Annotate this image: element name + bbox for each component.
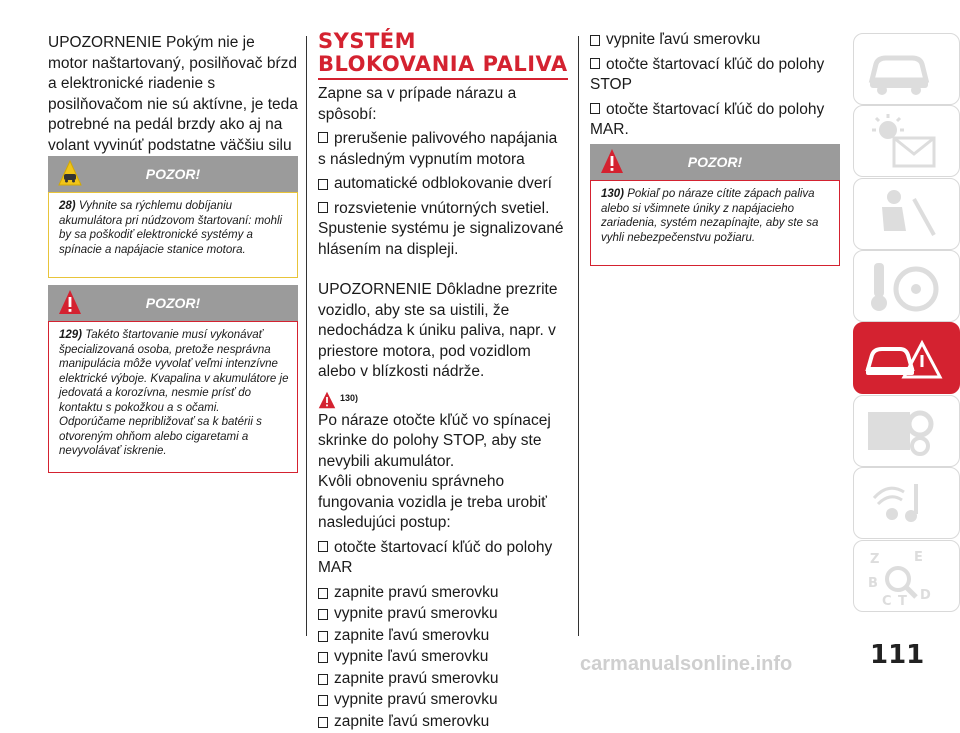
step-item: zapnite pravú smerovku	[318, 669, 568, 690]
reference-number: 130)	[340, 392, 359, 403]
column-divider	[306, 36, 307, 636]
svg-text:T: T	[898, 594, 907, 607]
step-item: otočte štartovací kľúč do polohy STOP	[590, 55, 825, 93]
multimedia-icon	[864, 474, 944, 534]
procedure-paragraph: Kvôli obnoveniu správneho fungovania vozidla je treba urobiť nasledujúci postup:	[318, 473, 547, 531]
signal-paragraph: Spustenie systému je signalizované hlásením na displeji.	[318, 220, 564, 258]
tab-maintenance[interactable]	[853, 395, 960, 467]
svg-text:Z: Z	[870, 552, 880, 567]
intro-paragraph: UPOZORNENIE Pokým nie je motor naštartovaný, posilňovač bŕzd a elektronické riadenie s posilňovačom nie sú aktívne, je teda potrebné na pedál brzdy ako aj na volant vyvinúť podstatne väčšiu silu	[48, 34, 298, 154]
checkbox-icon	[318, 179, 328, 190]
warning-box-129	[48, 285, 298, 473]
maintenance-icon	[864, 402, 944, 462]
warning-header	[48, 285, 298, 321]
lead-paragraph: Zapne sa v prípade nárazu a spôsobí:	[318, 85, 517, 123]
car-icon	[864, 40, 934, 98]
warning-number: 28)	[59, 200, 76, 212]
key-steering-icon	[864, 257, 944, 317]
step-item: vypnite pravú smerovku	[318, 690, 568, 711]
step-item: zapnite pravú smerovku	[318, 583, 568, 604]
svg-text:E: E	[914, 550, 923, 565]
tab-multimedia[interactable]	[853, 467, 960, 539]
warning-label: POZOR!	[145, 166, 201, 182]
column-divider	[578, 36, 579, 636]
bullet-item: rozsvietenie vnútorných svetiel. Spustenie systému je signalizované hlásením na displeji.	[318, 199, 564, 258]
step-item: vypnite pravú smerovku	[318, 604, 568, 625]
page-number: 111	[870, 640, 925, 670]
warning-lights-icon	[864, 112, 944, 172]
bullet-item: prerušenie palivového napájania s následným vypnutím motora	[318, 130, 558, 168]
steps-continued	[590, 30, 840, 141]
step-item: zapnite ľavú smerovku	[318, 712, 568, 733]
section-body	[318, 84, 568, 733]
svg-text:B: B	[868, 576, 878, 591]
warning-number: 130)	[601, 188, 625, 200]
warning-header	[48, 156, 298, 192]
warning-body	[590, 180, 840, 266]
tab-car[interactable]	[853, 33, 960, 105]
warning-text: Takéto štartovanie musí vykonávať špecializovaná osoba, pretože nesprávna manipulácia môže vyvolať veľmi intenzívne elektrické výboje. Kvapalina v akumulátore je jedovatá a korozívna, nesmie prísť do kontaktu s pokožkou a s očami. Odporúčame nepribližovať sa k batérii s otvoreným ohňom alebo cigaretami a nevyvolávať iskrenie.	[59, 329, 289, 457]
warning-label: POZOR!	[687, 154, 743, 170]
tab-index[interactable]	[853, 540, 960, 612]
footer-watermark: carmanualsonline.info	[580, 653, 793, 675]
title-line-1: SYSTÉM	[318, 29, 417, 53]
step-item: vypnite ľavú smerovku	[590, 30, 840, 51]
title-line-2: BLOKOVANIA PALIVA	[318, 52, 568, 76]
warning-header	[590, 144, 840, 180]
notice-paragraph: UPOZORNENIE Dôkladne prezrite vozidlo, aby ste sa uistili, že nedochádza k úniku paliva, napr. v priestore motora, pod vozidlom alebo v blízkosti nádrže.	[318, 281, 558, 380]
danger-icon	[318, 391, 336, 409]
warning-box-28	[48, 156, 298, 278]
step-item: otočte štartovací kľúč do polohy MAR.	[590, 100, 825, 138]
tab-safety[interactable]	[853, 178, 960, 250]
after-crash-paragraph: Po náraze otočte kľúč vo spínacej skrinke do polohy STOP, aby ste nevybili akumulátor.	[318, 411, 551, 470]
warning-box-130	[590, 144, 840, 266]
tab-warning-lights[interactable]	[853, 105, 960, 177]
emergency-icon	[864, 329, 944, 389]
step-item: otočte štartovací kľúč do polohy MAR	[318, 538, 553, 576]
step-item: vypnite ľavú smerovku	[318, 647, 568, 668]
step-item: zapnite ľavú smerovku	[318, 626, 568, 647]
tab-emergency[interactable]	[853, 322, 960, 394]
warning-label: POZOR!	[145, 295, 201, 311]
warning-body	[48, 192, 298, 278]
svg-text:C: C	[882, 594, 892, 607]
warning-text: Pokiaľ po náraze cítite zápach paliva alebo si všimnete úniky z napájacieho zariadenia, systém nezapínajte, aby ste sa vyhli nebezpečenstvu požiaru.	[601, 188, 819, 244]
bullet-item: automatické odblokovanie dverí	[318, 174, 568, 195]
section-title	[318, 30, 568, 80]
warning-body	[48, 321, 298, 473]
warning-text: Vyhnite sa rýchlemu dobíjaniu akumulátora pri núdzovom štartovaní: mohli by sa poškodiť elektronické systémy a spínacie a napájacie stanice motora.	[59, 200, 283, 256]
title-underline	[318, 78, 568, 80]
warning-number: 129)	[59, 329, 83, 341]
index-icon	[864, 547, 944, 607]
svg-text:D: D	[920, 588, 931, 603]
tab-starting-driving[interactable]	[853, 250, 960, 322]
seat-airbag-icon	[864, 185, 944, 245]
reference-marker	[318, 391, 568, 411]
